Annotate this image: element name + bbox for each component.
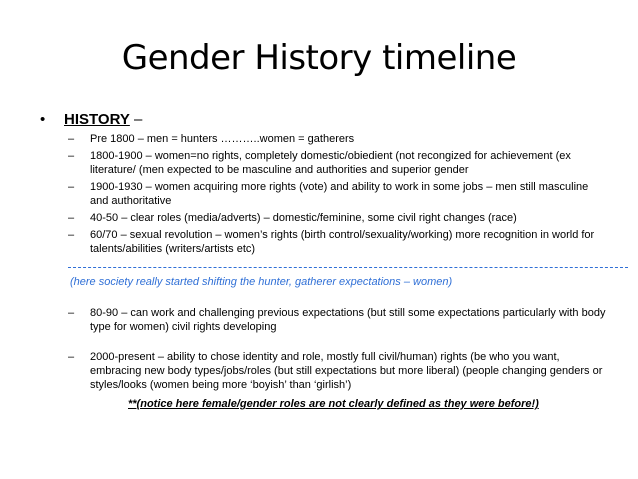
dash-marker: – bbox=[68, 133, 75, 145]
timeline-item-text: 2000-present – ability to chose identity and role, mostly full civil/human) rights (be who you want, embracing new body types/jobs/roles (but still expectations but more liberal) (people changing genders or styles/looks (women being more ‘boyish’ than ‘girlish’) bbox=[90, 351, 603, 391]
dash-marker: – bbox=[68, 307, 75, 319]
timeline-item-text: 1800-1900 – women=no rights, completely domestic/obiedient (not recongized for achievement (ex literature/ (men expected to be masculine and authorities and superior gender bbox=[90, 150, 571, 176]
history-heading: HISTORY bbox=[64, 111, 130, 128]
bullet-dot: • bbox=[40, 111, 46, 128]
dash-marker: – bbox=[68, 212, 75, 224]
dash-marker: – bbox=[68, 229, 75, 241]
dashed-separator bbox=[68, 267, 628, 268]
timeline-list-top bbox=[68, 132, 608, 259]
timeline-item bbox=[68, 306, 608, 334]
final-note: **(notice here female/gender roles are not clearly defined as they were before!) bbox=[128, 398, 539, 410]
timeline-item bbox=[68, 132, 608, 146]
timeline-item bbox=[68, 149, 608, 177]
timeline-item-text: Pre 1800 – men = hunters ………..women = gatherers bbox=[90, 133, 355, 145]
history-heading-suffix: – bbox=[129, 111, 143, 128]
timeline-item-text: 40-50 – clear roles (media/adverts) – domestic/feminine, some civil right changes (race) bbox=[90, 212, 517, 224]
timeline-item-text: 60/70 – sexual revolution – women’s rights (birth control/sexuality/working) more recognition in world for talents/abilities (writers/artists etc) bbox=[90, 229, 595, 255]
slide-title: Gender History timeline bbox=[121, 38, 517, 78]
separator-note: (here society really started shifting the hunter, gatherer expectations – women) bbox=[70, 276, 453, 288]
dash-marker: – bbox=[68, 150, 75, 162]
dash-marker: – bbox=[68, 181, 75, 193]
timeline-item bbox=[68, 211, 608, 225]
timeline-item bbox=[68, 228, 608, 256]
main-bullet bbox=[40, 111, 142, 129]
dash-marker: – bbox=[68, 351, 75, 363]
timeline-item bbox=[68, 180, 608, 208]
timeline-item-text: 80-90 – can work and challenging previous expectations (but still some expectations particularly with body type for women) civil rights developing bbox=[90, 307, 606, 333]
timeline-list-bottom bbox=[68, 306, 608, 395]
timeline-item bbox=[68, 350, 608, 392]
timeline-item-text: 1900-1930 – women acquiring more rights (vote) and ability to work in some jobs – men still masculine and authoritative bbox=[90, 181, 589, 207]
